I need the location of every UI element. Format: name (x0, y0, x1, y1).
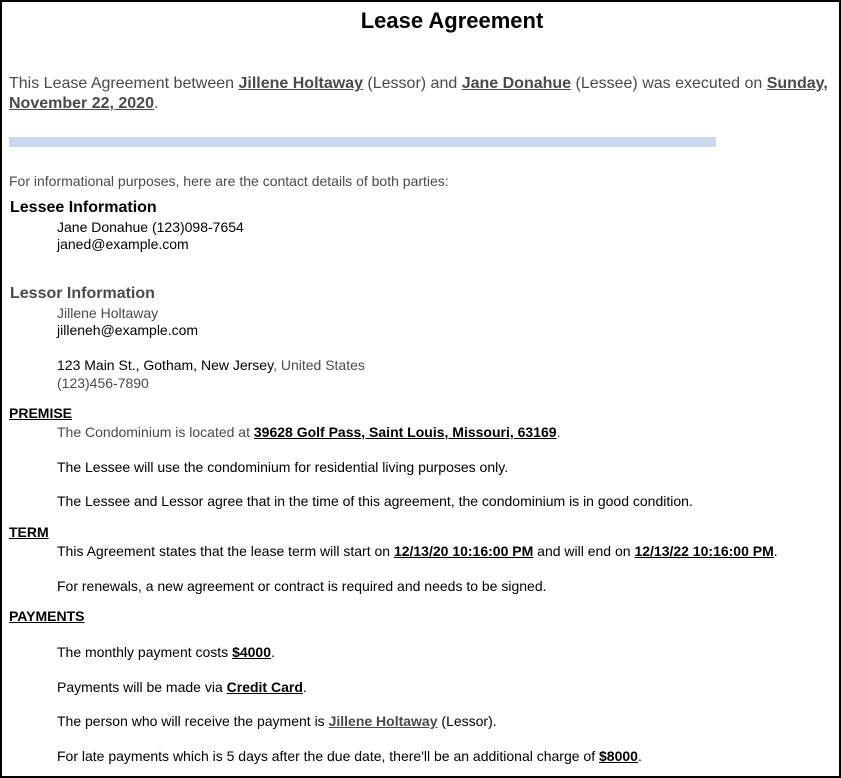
monthly-suffix: . (271, 644, 275, 660)
term-dates-line (57, 542, 778, 560)
term-end: 12/13/22 10:16:00 PM (634, 543, 774, 559)
term-heading: TERM (9, 524, 49, 540)
lessor-address-country: , United States (273, 357, 365, 373)
info-note: For informational purposes, here are the contact details of both parties: (9, 173, 449, 189)
payments-late-line (57, 747, 642, 765)
payments-monthly-line (57, 643, 275, 661)
premise-location-line (57, 423, 560, 441)
method-suffix: . (302, 679, 307, 695)
intro-paragraph (9, 74, 841, 114)
term-prefix: This Agreement states that the lease term will start on (57, 543, 394, 559)
term-suffix: . (773, 543, 778, 559)
intro-prefix: This Lease Agreement between (9, 75, 239, 92)
lessee-heading: Lessee Information (10, 199, 157, 216)
lessor-heading: Lessor Information (10, 285, 155, 302)
lessor-address (57, 356, 365, 374)
premise-heading: PREMISE (9, 405, 73, 421)
payment-method: Credit Card (226, 679, 303, 695)
term-middle: and will end on (533, 543, 635, 559)
premise-condition: The Lessee and Lessor agree that in the time of this agreement, the condominium is in good condition. (57, 493, 693, 509)
intro-suffix: . (153, 95, 159, 112)
term-renewal: For renewals, a new agreement or contract is required and needs to be signed. (57, 578, 547, 594)
lessor-phone: (123)456-7890 (57, 375, 149, 391)
lessee-email: janed@example.com (57, 236, 189, 252)
premise-location: 39628 Golf Pass, Saint Louis, Missouri, 63169 (253, 424, 557, 440)
term-start: 12/13/20 10:16:00 PM (393, 543, 534, 559)
lessor-role: (Lessor) and (362, 75, 462, 92)
premise-use: The Lessee will use the condominium for residential living purposes only. (57, 459, 509, 475)
monthly-amount: $4000 (232, 644, 272, 660)
payment-receiver: Jillene Holtaway (328, 713, 438, 729)
premise-location-suffix: . (556, 424, 561, 440)
lessor-address-street: 123 Main St., Gotham, New Jersey (57, 357, 274, 373)
lessee-role: (Lessee) was executed on (571, 75, 767, 92)
premise-location-prefix: The Condominium is located at (57, 424, 254, 440)
late-prefix: For late payments which is 5 days after the due date, there'll be an additional charge of (57, 748, 599, 764)
highlight-divider (9, 137, 716, 147)
late-suffix: . (637, 748, 642, 764)
method-prefix: Payments will be made via (57, 679, 227, 695)
payments-method-line (57, 678, 307, 696)
payments-heading: PAYMENTS (9, 608, 85, 624)
lessee-name-link: Jane Donahue (461, 75, 572, 92)
lessor-name: Jillene Holtaway (57, 305, 159, 321)
executed-date: Sunday, November 22, 2020 (9, 75, 828, 112)
document-title: Lease Agreement (360, 8, 544, 33)
late-amount: $8000 (599, 748, 638, 764)
lessor-email: jilleneh@example.com (57, 322, 199, 338)
receiver-prefix: The person who will receive the payment is (57, 713, 329, 729)
payments-receiver-line (57, 712, 497, 730)
monthly-prefix: The monthly payment costs (57, 644, 233, 660)
receiver-suffix: (Lessor). (437, 713, 497, 729)
lessee-name-phone: Jane Donahue (123)098-7654 (57, 219, 244, 235)
lessor-name-link: Jillene Holtaway (238, 75, 363, 92)
